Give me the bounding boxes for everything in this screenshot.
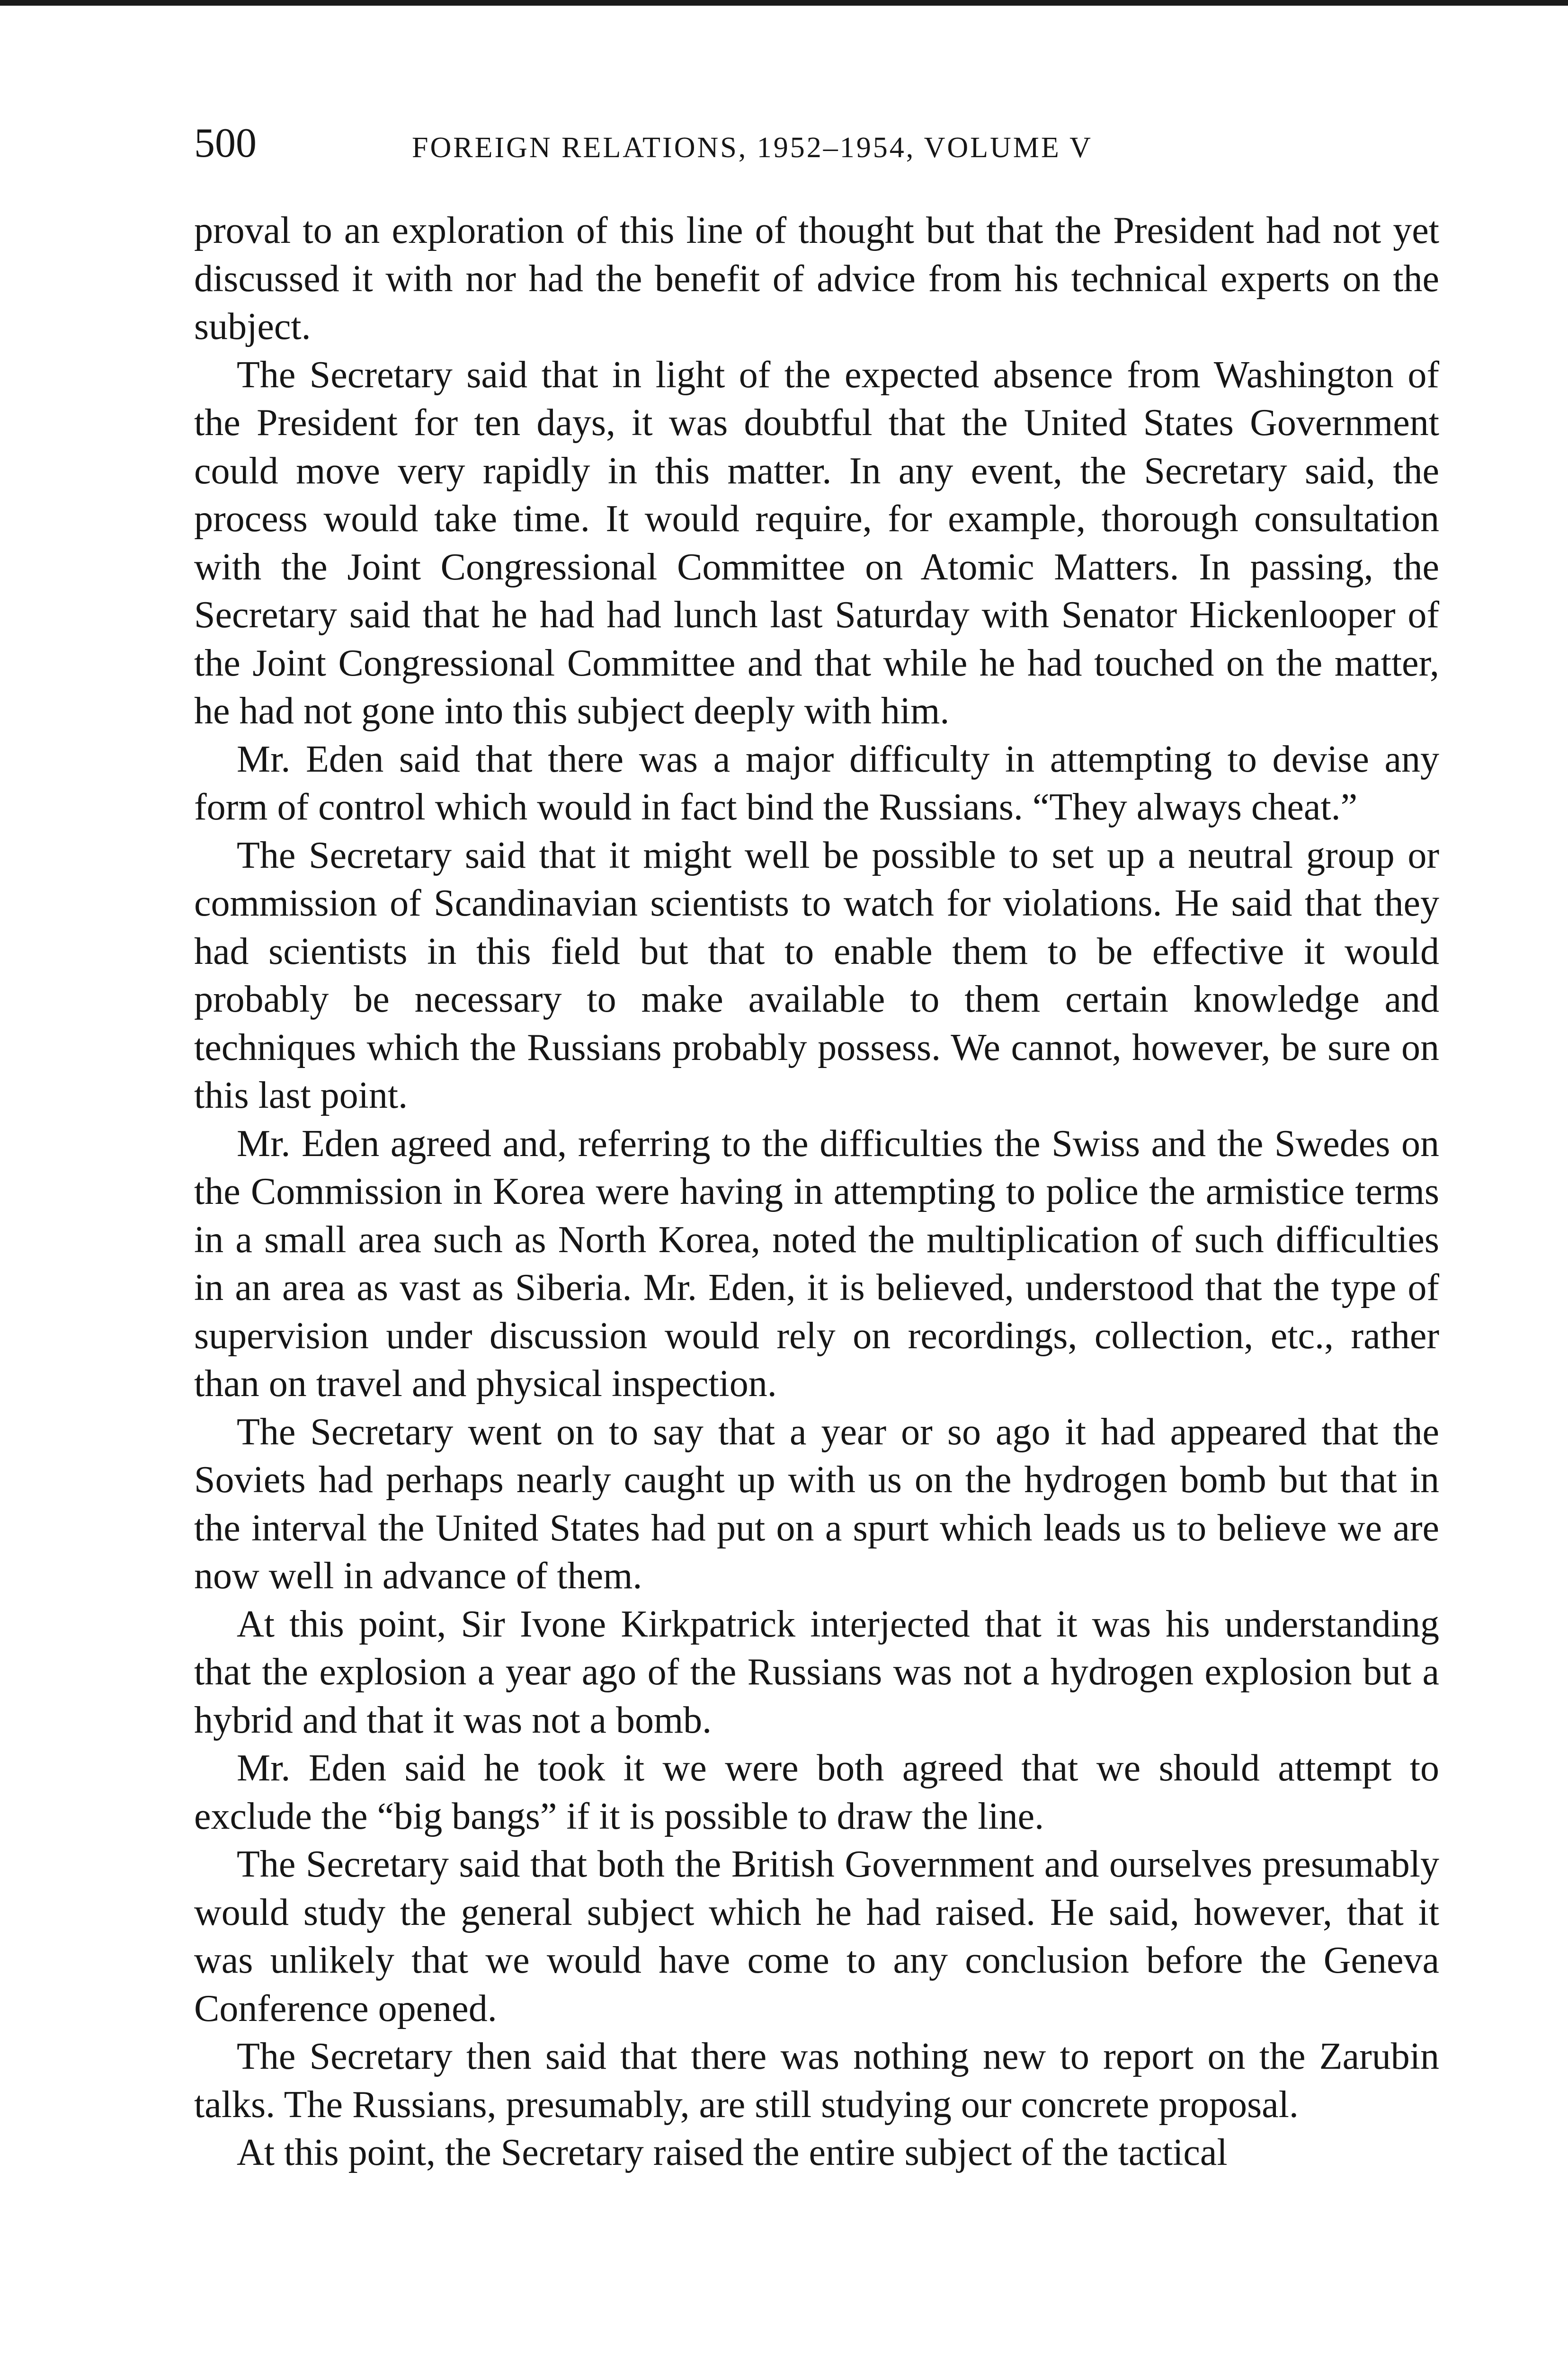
paragraph: Mr. Eden said he took it we were both agreed that we should attempt to exclude the “big bangs” if it is possible to draw the line. — [194, 1747, 1439, 1837]
paragraph: The Secretary went on to say that a year or so ago it had appeared that the Soviets had perhaps nearly caught up with us on the hydrogen bomb but that in the interval the United States had put on a spurt which leads us to believe we are now well in advance of them. — [194, 1411, 1439, 1597]
paragraph: Mr. Eden said that there was a major difficulty in attempting to devise any form of control which would in fact bind the Russians. “They always cheat.” — [194, 738, 1439, 828]
page-number: 500 — [194, 120, 257, 166]
running-head: FOREIGN RELATIONS, 1952–1954, VOLUME V — [412, 132, 1093, 164]
page-header — [194, 117, 1439, 169]
paragraph: At this point, Sir Ivone Kirkpatrick interjected that it was his understanding that the explosion a year ago of the Russians was not a hydrogen explosion but a hybrid and that it was not a bomb. — [194, 1603, 1439, 1741]
paragraph: The Secretary said that it might well be possible to set up a neutral group or commission of Scandinavian scientists to watch for violations. He said that they had scientists in this field but that to enable them to be effective it would probably be necessary to make available to them certain knowledge and techniques which the Russians probably possess. We cannot, however, be sure on this last point. — [194, 834, 1439, 1116]
paragraph-last-line: At this point, the Secretary raised the entire subject of the tactical — [237, 2132, 1228, 2173]
paragraph-continuation: proval to an exploration of this line of thought but that the President had not yet discussed it with nor had the benefit of advice from his technical experts on the subject. — [194, 210, 1439, 347]
paragraph: Mr. Eden agreed and, referring to the difficulties the Swiss and the Swedes on the Commission in Korea were having in attempting to police the armistice terms in a small area such as North Korea, noted the multiplication of such difficulties in an area as vast as Siberia. Mr. Eden, it is believed, understood that the type of supervision under discussion would rely on recordings, collection, etc., rather than on travel and physical inspection. — [194, 1122, 1439, 1405]
paragraph: The Secretary said that in light of the expected absence from Washington of the President for ten days, it was doubtful that the United States Government could move very rapidly in this matter. In any event, the Secretary said, the process would take time. It would require, for example, thorough consultation with the Joint Congressional Committee on Atomic Matters. In passing, the Secretary said that he had had lunch last Saturday with Senator Hickenlooper of the Joint Congressional Committee and that while he had touched on the matter, he had not gone into this subject deeply with him. — [194, 354, 1439, 732]
top-border-rule — [0, 0, 1568, 6]
paragraph: The Secretary said that both the British Government and ourselves presumably would study the general subject which he had raised. He said, however, that it was unlikely that we would have come to any conclusion before the Geneva Conference opened. — [194, 1843, 1439, 2029]
paragraph: The Secretary then said that there was nothing new to report on the Zarubin talks. The Russians, presumably, are still studying our concrete proposal. — [194, 2036, 1439, 2126]
document-body — [194, 207, 1439, 2177]
